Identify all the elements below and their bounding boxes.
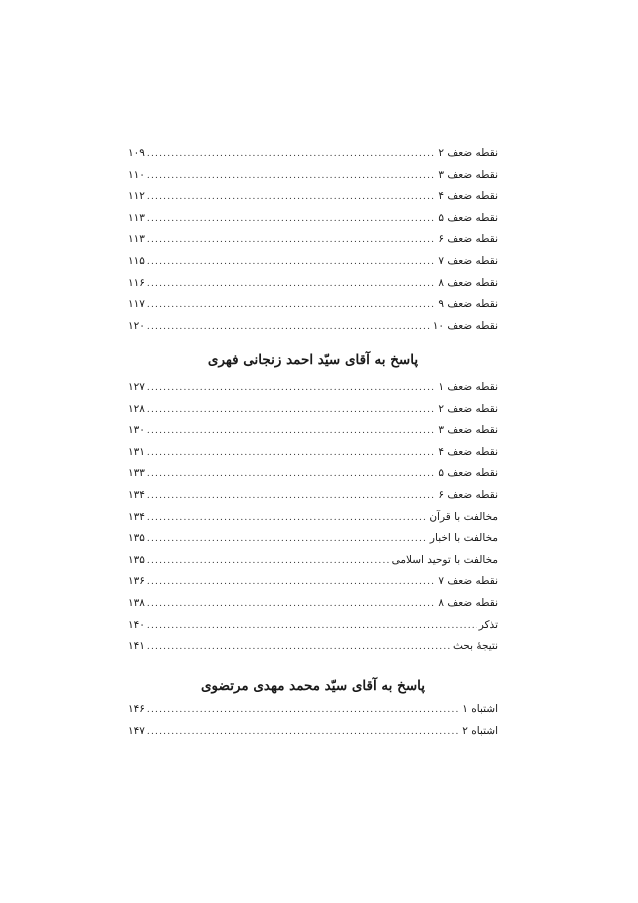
toc-entry-title: نقطه ضعف ۸: [438, 596, 498, 609]
toc-entry-page: ۱۳۱: [128, 445, 145, 458]
toc-entry-title: تذکر: [478, 618, 498, 631]
toc-entry[interactable]: [128, 186, 498, 208]
dot-leader: [147, 252, 436, 274]
dot-leader: [147, 378, 436, 400]
toc-entry-page: ۱۲۰: [128, 319, 145, 332]
toc-entry-page: ۱۴۰: [128, 618, 145, 631]
toc-entry-title: مخالفت با اخبار: [429, 532, 498, 545]
dot-leader: [147, 637, 451, 659]
dot-leader: [147, 144, 436, 166]
toc-entry-page: ۱۱۵: [128, 254, 145, 267]
toc-entry[interactable]: [128, 143, 498, 165]
toc-entry-title: اشتباه ۱: [462, 703, 498, 715]
toc-entry-page: ۱۳۵: [128, 553, 145, 566]
toc-entry-page: ۱۴۶: [128, 703, 145, 715]
toc-entry-page: ۱۲۸: [128, 402, 145, 415]
toc-entry-title: مخالفت با توحید اسلامی: [391, 553, 498, 566]
toc-entry-title: مخالفت با قرآن: [429, 510, 498, 523]
dot-leader: [147, 508, 427, 530]
dot-leader: [147, 209, 436, 231]
dot-leader: [147, 551, 390, 573]
toc-entry[interactable]: [128, 550, 498, 572]
toc-group-3: [128, 699, 498, 742]
toc-entry-title: نقطه ضعف ۱۰: [432, 319, 498, 332]
toc-entry-page: ۱۳۵: [128, 532, 145, 545]
toc-entry-page: ۱۳۶: [128, 575, 145, 588]
toc-entry-page: ۱۳۴: [128, 488, 145, 501]
toc-entry[interactable]: [128, 251, 498, 273]
toc-entry-page: ۱۳۴: [128, 510, 145, 523]
toc-entry-page: ۱۰۹: [128, 147, 145, 159]
toc-entry[interactable]: [128, 615, 498, 637]
toc-entry-page: ۱۱۷: [128, 298, 145, 311]
toc-entry[interactable]: [128, 229, 498, 251]
toc-entry-title: نقطه ضعف ۳: [438, 424, 498, 437]
toc-entry[interactable]: [128, 294, 498, 316]
toc-entry-title: نقطه ضعف ۲: [438, 402, 498, 415]
toc-entry-title: اشتباه ۲: [462, 724, 498, 737]
toc-entry-page: ۱۴۷: [128, 724, 145, 737]
toc-entry[interactable]: [128, 208, 498, 230]
section-heading-3: پاسخ به آقای سیّد محمد مهدی مرتضوی: [200, 678, 426, 694]
toc-entry[interactable]: [128, 507, 498, 529]
toc-entry-title: نقطه ضعف ۷: [438, 575, 498, 588]
toc-entry-title: نقطه ضعف ۱: [438, 381, 498, 393]
toc-entry-title: نقطه ضعف ۴: [438, 190, 498, 203]
toc-entry-page: ۱۱۳: [128, 233, 145, 246]
toc-entry-title: نقطه ضعف ۴: [438, 445, 498, 458]
toc-entry-page: ۱۱۲: [128, 190, 145, 203]
dot-leader: [147, 166, 436, 188]
dot-leader: [147, 317, 431, 339]
toc-entry-page: ۱۱۰: [128, 168, 145, 181]
toc-entry[interactable]: [128, 485, 498, 507]
dot-leader: [147, 594, 436, 616]
dot-leader: [147, 464, 436, 486]
toc-entry-page: ۱۳۸: [128, 596, 145, 609]
dot-leader: [147, 295, 436, 317]
toc-entry[interactable]: [128, 463, 498, 485]
toc-entry-title: نتیجهٔ بحث: [452, 640, 498, 653]
dot-leader: [147, 486, 436, 508]
dot-leader: [147, 274, 436, 296]
toc-entry[interactable]: [128, 165, 498, 187]
toc-entry-title: نقطه ضعف ۸: [438, 276, 498, 289]
dot-leader: [147, 529, 428, 551]
toc-entry-page: ۱۲۷: [128, 381, 145, 393]
toc-entry-page: ۱۳۳: [128, 467, 145, 480]
toc-entry-title: نقطه ضعف ۶: [438, 488, 498, 501]
toc-entry[interactable]: [128, 593, 498, 615]
dot-leader: [147, 722, 460, 744]
section-heading-2: پاسخ به آقای سیّد احمد زنجانی فهری: [207, 352, 419, 368]
toc-entry[interactable]: [128, 399, 498, 421]
dot-leader: [147, 421, 436, 443]
toc-entry-title: نقطه ضعف ۵: [438, 211, 498, 224]
toc-entry[interactable]: [128, 316, 498, 338]
toc-entry[interactable]: [128, 699, 498, 721]
toc-entry-page: ۱۱۳: [128, 211, 145, 224]
dot-leader: [147, 572, 436, 594]
toc-entry-title: نقطه ضعف ۳: [438, 168, 498, 181]
toc-entry-title: نقطه ضعف ۶: [438, 233, 498, 246]
dot-leader: [147, 443, 436, 465]
dot-leader: [147, 400, 436, 422]
toc-entry-page: ۱۱۶: [128, 276, 145, 289]
toc-group-2: [128, 377, 498, 658]
toc-entry-title: نقطه ضعف ۹: [438, 298, 498, 311]
toc-entry[interactable]: [128, 528, 498, 550]
toc-entry[interactable]: [128, 636, 498, 658]
toc-entry[interactable]: [128, 377, 498, 399]
toc-entry-page: ۱۳۰: [128, 424, 145, 437]
toc-entry-title: نقطه ضعف ۷: [438, 254, 498, 267]
toc-entry-page: ۱۴۱: [128, 640, 145, 653]
toc-entry[interactable]: [128, 273, 498, 295]
toc-entry[interactable]: [128, 721, 498, 743]
dot-leader: [147, 700, 460, 722]
toc-entry[interactable]: [128, 571, 498, 593]
dot-leader: [147, 230, 436, 252]
toc-entry-title: نقطه ضعف ۵: [438, 467, 498, 480]
toc-entry-title: نقطه ضعف ۲: [438, 147, 498, 159]
dot-leader: [147, 187, 436, 209]
dot-leader: [147, 616, 477, 638]
toc-entry[interactable]: [128, 420, 498, 442]
toc-entry[interactable]: [128, 442, 498, 464]
toc-group-1: [128, 143, 498, 337]
